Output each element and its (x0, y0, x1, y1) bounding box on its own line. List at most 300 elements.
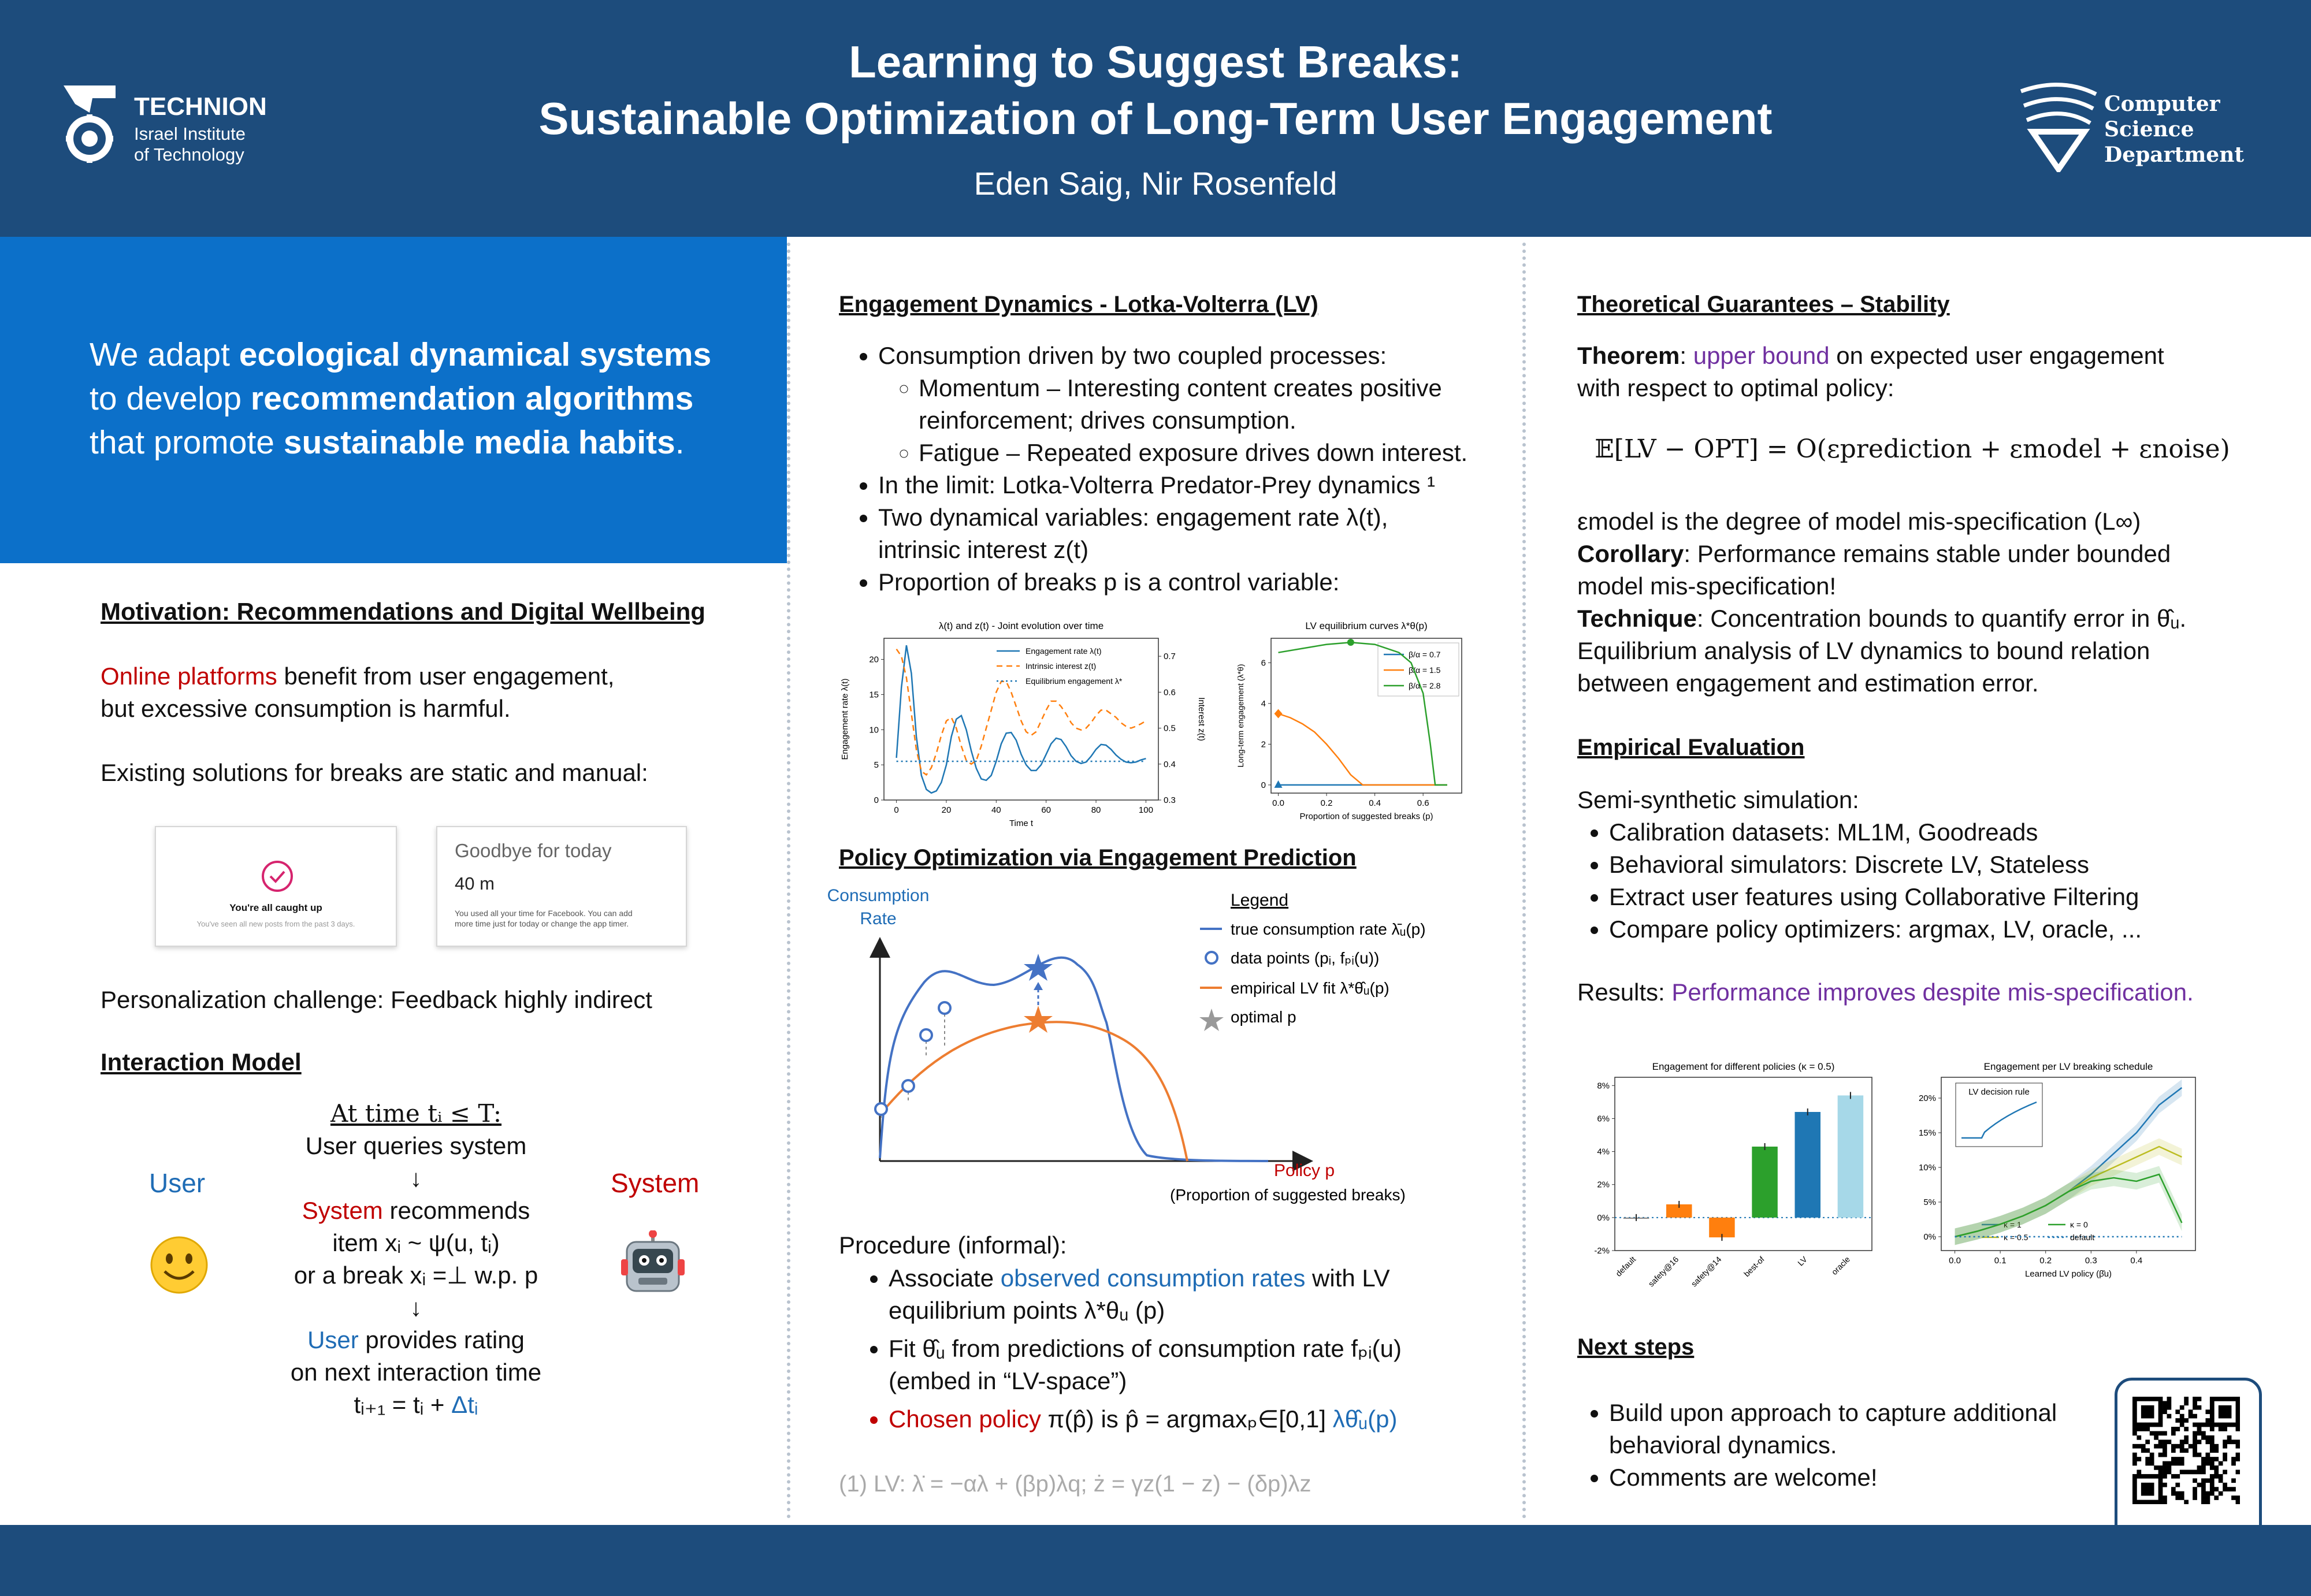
corollary-label: Corollary (1577, 540, 1684, 567)
legend-label: κ = 1 (2004, 1220, 2022, 1229)
empirical-intro: Semi-synthetic simulation: (1577, 786, 1859, 813)
next-step-text: behavioral dynamics. (1609, 1431, 1837, 1459)
qr-module (2210, 1491, 2215, 1496)
legend-label: κ = 0.5 (2004, 1233, 2028, 1242)
y2-tick-label: 0.5 (1164, 723, 1176, 734)
qr-module (2141, 1405, 2146, 1410)
qr-module (2150, 1431, 2154, 1436)
qr-code-icon[interactable] (2132, 1397, 2240, 1504)
qr-module (2193, 1495, 2197, 1500)
qr-module (2236, 1457, 2240, 1461)
caught-up-card (155, 826, 397, 947)
qr-module (2201, 1423, 2206, 1427)
qr-module (2201, 1435, 2206, 1440)
bound-equation: 𝔼[LV − OPT] = O(εprediction + εmodel + εnoise) (1595, 434, 2230, 464)
x-tick-label: 0.1 (1994, 1256, 2007, 1266)
qr-module (2145, 1414, 2150, 1419)
qr-module (2205, 1495, 2210, 1500)
remark-text: εmodel is the degree of model mis-specification (L∞) (1577, 508, 2141, 535)
chart-title: Engagement per LV breaking schedule (1983, 1061, 2153, 1072)
qr-module (2171, 1444, 2176, 1449)
intro-highlight: recommendation algorithms (250, 380, 694, 417)
y-tick-label: 0% (1597, 1212, 1610, 1223)
legend-label: default (2070, 1233, 2095, 1242)
institution-sub2: of Technology (134, 144, 244, 165)
qr-module (2210, 1423, 2215, 1427)
qr-module (2205, 1418, 2210, 1423)
y-tick-label: 2 (1261, 739, 1266, 750)
next-steps-heading: Next steps (1577, 1334, 1695, 1360)
cs-department-logo-icon (2015, 80, 2102, 172)
legend-fit: empirical LV fit λ*θ̂ᵤ(p) (1231, 979, 1389, 997)
empirical-heading: Empirical Evaluation (1577, 735, 1805, 760)
caught-up-subtitle: You've seen all new posts from the past 3 days. (196, 920, 355, 928)
qr-module (2210, 1397, 2215, 1401)
y-tick-label: 0 (874, 795, 879, 805)
chart-title: Engagement for different policies (κ = 0.5) (1652, 1061, 1835, 1072)
qr-module (2236, 1444, 2240, 1449)
qr-module (2236, 1409, 2240, 1414)
qr-module (2145, 1448, 2150, 1453)
qr-module (2193, 1487, 2197, 1491)
qr-module (2193, 1439, 2197, 1444)
qr-module (2163, 1500, 2167, 1504)
qr-module (2145, 1439, 2150, 1444)
qr-module (2180, 1414, 2184, 1419)
qr-module (2163, 1465, 2167, 1470)
qr-module (2180, 1469, 2184, 1474)
lv-equilibrium-chart (1231, 609, 1485, 829)
qr-module (2180, 1444, 2184, 1449)
y2-tick-label: 0.3 (1164, 795, 1176, 805)
qr-module (2214, 1495, 2219, 1500)
theorem-text (1577, 340, 2164, 404)
qr-module (2132, 1401, 2137, 1405)
dynamics-heading: Engagement Dynamics - Lotka-Volterra (LV) (839, 292, 1318, 317)
lv-time-evolution-chart (835, 609, 1210, 829)
qr-module (2236, 1439, 2240, 1444)
qr-module (2205, 1423, 2210, 1427)
dept-line3: Department (2104, 143, 2245, 167)
procedure-heading: Procedure (informal): (839, 1232, 1067, 1259)
authors: Eden Saig, Nir Rosenfeld (974, 165, 1337, 202)
x-axis-label: Proportion of suggested breaks (p) (1299, 812, 1433, 821)
qr-module (2236, 1495, 2240, 1500)
qr-module (2163, 1409, 2167, 1414)
empirical-bullets (1577, 816, 2271, 946)
qr-module (2141, 1427, 2146, 1431)
goodbye-card (436, 826, 687, 947)
qr-module (2231, 1487, 2236, 1491)
system-robot-icon (621, 1230, 685, 1300)
qr-module (2205, 1453, 2210, 1457)
qr-module (2210, 1483, 2215, 1487)
qr-module (2210, 1405, 2215, 1410)
bar (1752, 1147, 1778, 1218)
qr-module (2231, 1457, 2236, 1461)
category-label: safety@16 (1646, 1254, 1681, 1289)
technique-label: Technique (1577, 605, 1697, 632)
qr-module (2201, 1491, 2206, 1496)
y-tick-label: 8% (1597, 1081, 1610, 1091)
legend-data: data points (pᵢ, fₚᵢ(u)) (1231, 949, 1380, 967)
policies-bar-chart (1571, 1051, 1878, 1294)
qr-module (2223, 1439, 2227, 1444)
qr-module (2236, 1401, 2240, 1405)
qr-module (2132, 1495, 2137, 1500)
qr-module (2210, 1465, 2215, 1470)
qr-module (2205, 1457, 2210, 1461)
column-divider (1522, 243, 1526, 1519)
qr-module (2150, 1405, 2154, 1410)
legend-swatch (1206, 952, 1217, 963)
legend-star-icon (1199, 1009, 1224, 1031)
procedure-highlight: Chosen policy (889, 1405, 1041, 1433)
breaking-schedule-chart (1901, 1051, 2201, 1294)
qr-module (2227, 1414, 2232, 1419)
flow-step-rating (243, 1324, 589, 1356)
next-step-text: Build upon approach to capture additional (1609, 1399, 2057, 1426)
qr-module (2227, 1435, 2232, 1440)
goodbye-subtitle (455, 908, 633, 929)
flow-step-update (243, 1389, 589, 1421)
qr-module (2184, 1500, 2189, 1504)
qr-module (2150, 1500, 2154, 1504)
legend-true: true consumption rate λ̄ᵤ(p) (1231, 920, 1426, 938)
policy-heading: Policy Optimization via Engagement Prediction (839, 845, 1357, 870)
qr-module (2154, 1435, 2158, 1440)
qr-module (2158, 1423, 2163, 1427)
flow-step-next: on next interaction time (290, 1359, 542, 1386)
qr-module (2158, 1401, 2163, 1405)
qr-module (2205, 1491, 2210, 1496)
qr-module (2132, 1500, 2137, 1504)
lv-optimum-star-icon (1024, 1006, 1053, 1033)
qr-module (2201, 1431, 2206, 1436)
dynamics-subbullet-text: Momentum – Interesting content creates positive (919, 374, 1442, 401)
qr-module (2180, 1457, 2184, 1461)
qr-module (2158, 1439, 2163, 1444)
qr-module (2236, 1453, 2240, 1457)
y-axis-label: Long-term engagement (λ*θ) (1236, 664, 1245, 768)
qr-module (2141, 1487, 2146, 1491)
qr-module (2132, 1457, 2137, 1461)
flow-step-time: At time tᵢ ≤ T: (330, 1099, 502, 1128)
procedure-text: Fit θ̂ᵤ from predictions of consumption rate fₚᵢ(u) (889, 1335, 1402, 1362)
legend-label: Engagement rate λ(t) (1026, 646, 1102, 656)
qr-module (2193, 1478, 2197, 1483)
qr-module (2184, 1439, 2189, 1444)
y-tick-label: 20% (1918, 1093, 1936, 1103)
qr-module (2210, 1448, 2215, 1453)
qr-module (2184, 1427, 2189, 1431)
y-tick-label: 10% (1918, 1163, 1936, 1173)
qr-module (2154, 1474, 2158, 1479)
qr-module (2193, 1397, 2197, 1401)
qr-module (2193, 1431, 2197, 1436)
qr-module (2171, 1487, 2176, 1491)
qr-module (2236, 1500, 2240, 1504)
qr-module (2154, 1423, 2158, 1427)
flow-rating-text: provides rating (358, 1326, 525, 1353)
qr-module (2145, 1487, 2150, 1491)
qr-module (2223, 1487, 2227, 1491)
x-tick-label: 0.6 (1417, 798, 1429, 808)
qr-module (2167, 1397, 2172, 1401)
personalization-text: Personalization challenge: Feedback highly indirect (101, 986, 652, 1013)
qr-module (2154, 1397, 2158, 1401)
optimum-marker (1275, 709, 1283, 718)
qr-module (2141, 1483, 2146, 1487)
qr-module (2205, 1409, 2210, 1414)
user-smiley-icon (147, 1233, 211, 1297)
qr-module (2210, 1474, 2215, 1479)
qr-module (2210, 1427, 2215, 1431)
qr-module (2141, 1448, 2146, 1453)
qr-module (2214, 1487, 2219, 1491)
y2-axis-label: Interest z(t) (1197, 697, 1206, 741)
remark-text: Equilibrium analysis of LV dynamics to bound relation (1577, 637, 2150, 664)
qr-module (2167, 1465, 2172, 1470)
results-text (1577, 976, 2194, 1009)
qr-module (2184, 1448, 2189, 1453)
bar (1838, 1095, 1864, 1217)
qr-module (2180, 1461, 2184, 1466)
procedure-step (889, 1403, 1509, 1435)
qr-module (2154, 1431, 2158, 1436)
qr-module (2158, 1478, 2163, 1483)
qr-module (2175, 1418, 2180, 1423)
goodbye-title: Goodbye for today (455, 840, 612, 861)
legend-label: β/α = 0.7 (1409, 650, 1441, 659)
series-line (897, 645, 1146, 793)
qr-module (2163, 1439, 2167, 1444)
qr-module (2210, 1401, 2215, 1405)
qr-module (2223, 1444, 2227, 1449)
data-point (902, 1080, 914, 1092)
y2-tick-label: 0.6 (1164, 687, 1176, 698)
y-tick-label: 4% (1597, 1147, 1610, 1157)
qr-module (2201, 1478, 2206, 1483)
qr-module (2219, 1409, 2223, 1414)
qr-module (2158, 1418, 2163, 1423)
qr-module (2210, 1461, 2215, 1466)
x-tick-label: 0.4 (2130, 1256, 2143, 1266)
qr-module (2201, 1483, 2206, 1487)
motivation-text-part: benefit from user engagement, (277, 663, 615, 690)
category-label: best-of (1742, 1254, 1766, 1279)
qr-module (2137, 1474, 2141, 1479)
flow-system-word: System (302, 1197, 383, 1224)
qr-module (2231, 1478, 2236, 1483)
qr-module (2184, 1397, 2189, 1401)
qr-module (2158, 1444, 2163, 1449)
qr-module (2167, 1469, 2172, 1474)
theorem-text-part: : (1680, 342, 1693, 369)
motivation-highlight: Online platforms (101, 663, 277, 690)
legend-label: β/α = 1.5 (1409, 665, 1441, 675)
qr-module (2236, 1469, 2240, 1474)
qr-module (2219, 1414, 2223, 1419)
caught-up-title: You're all caught up (229, 902, 322, 913)
intro-highlight: ecological dynamical systems (239, 336, 712, 373)
procedure-step (889, 1333, 1509, 1397)
institution-name: TECHNION (134, 92, 267, 121)
qr-module (2158, 1469, 2163, 1474)
qr-module (2184, 1469, 2189, 1474)
y-tick-label: 6 (1261, 658, 1266, 668)
legend-title: Legend (1231, 891, 1289, 910)
qr-module (2223, 1405, 2227, 1410)
intro-text: . (675, 424, 685, 461)
category-label: oracle (1829, 1254, 1852, 1277)
qr-module (2231, 1397, 2236, 1401)
qr-module (2189, 1469, 2193, 1474)
qr-module (2205, 1478, 2210, 1483)
qr-module (2132, 1491, 2137, 1496)
category-label: LV (1796, 1254, 1809, 1268)
flow-update-text: tᵢ₊₁ = tᵢ + (354, 1391, 452, 1418)
qr-module (2214, 1474, 2219, 1479)
results-highlight: Performance improves despite mis-specification. (1671, 979, 2194, 1006)
policy-diagram (823, 884, 1517, 1207)
qr-module (2197, 1431, 2202, 1436)
qr-module (2210, 1457, 2215, 1461)
qr-module (2205, 1500, 2210, 1504)
qr-module (2132, 1444, 2137, 1449)
qr-module (2158, 1474, 2163, 1479)
qr-module (2193, 1448, 2197, 1453)
qr-module (2214, 1457, 2219, 1461)
qr-module (2231, 1495, 2236, 1500)
qr-module (2150, 1409, 2154, 1414)
policy-xlabel2: (Proportion of suggested breaks) (1170, 1186, 1406, 1204)
title-line1: Learning to Suggest Breaks: (849, 36, 1462, 87)
qr-module (2137, 1469, 2141, 1474)
qr-module (2197, 1483, 2202, 1487)
qr-module (2132, 1397, 2137, 1401)
qr-module (2193, 1414, 2197, 1419)
qr-module (2210, 1414, 2215, 1419)
qr-module (2171, 1474, 2176, 1479)
qr-module (2158, 1483, 2163, 1487)
qr-module (2223, 1483, 2227, 1487)
qr-module (2210, 1487, 2215, 1491)
qr-module (2132, 1474, 2137, 1479)
qr-module (2189, 1414, 2193, 1419)
qr-module (2137, 1423, 2141, 1427)
user-label: User (149, 1168, 206, 1198)
qr-module (2201, 1457, 2206, 1461)
qr-module (2205, 1439, 2210, 1444)
x-tick-label: 20 (941, 805, 952, 815)
qr-module (2150, 1453, 2154, 1457)
dynamics-subbullet-text: reinforcement; drives consumption. (919, 407, 1296, 434)
qr-module (2163, 1448, 2167, 1453)
qr-module (2141, 1444, 2146, 1449)
x-tick-label: 40 (991, 805, 1001, 815)
qr-module (2145, 1474, 2150, 1479)
results-label: Results: (1577, 979, 1672, 1006)
qr-module (2145, 1409, 2150, 1414)
institution-sub1: Israel Institute (134, 124, 246, 144)
qr-module (2223, 1427, 2227, 1431)
flow-arrow: ↓ (410, 1294, 422, 1321)
qr-module (2171, 1457, 2176, 1461)
title-line2: Sustainable Optimization of Long-Term User Engagement (538, 93, 1773, 144)
qr-module (2180, 1491, 2184, 1496)
qr-module (2167, 1461, 2172, 1466)
remark-text: : Performance remains stable under bounded (1684, 540, 2171, 567)
x-tick-label: 0.3 (2085, 1256, 2097, 1266)
qr-module (2163, 1453, 2167, 1457)
qr-module (2193, 1405, 2197, 1410)
qr-module (2145, 1397, 2150, 1401)
y2-tick-label: 0.7 (1164, 652, 1176, 662)
qr-module (2163, 1401, 2167, 1405)
qr-module (2137, 1500, 2141, 1504)
empirical-bullet: • Extract user features using Collaborative Filtering (1609, 881, 2271, 913)
y-tick-label: 5% (1923, 1197, 1936, 1207)
qr-module (2223, 1469, 2227, 1474)
qr-module (2150, 1423, 2154, 1427)
y-tick-label: 2% (1597, 1180, 1610, 1190)
x-tick-label: 0.4 (1369, 798, 1381, 808)
procedure-highlight: observed consumption rates (1000, 1264, 1306, 1292)
qr-module (2158, 1431, 2163, 1436)
series-line (1279, 714, 1447, 785)
qr-module (2193, 1423, 2197, 1427)
qr-module (2197, 1405, 2202, 1410)
qr-module (2223, 1453, 2227, 1457)
qr-module (2180, 1405, 2184, 1410)
qr-module (2197, 1465, 2202, 1470)
qr-module (2145, 1500, 2150, 1504)
dynamics-bullet-text: intrinsic interest z(t) (878, 536, 1089, 563)
qr-module (2227, 1439, 2232, 1444)
policy-xlabel1: Policy p (1274, 1160, 1335, 1180)
empirical-bullet: • Behavioral simulators: Discrete LV, Stateless (1609, 849, 2271, 881)
static-solutions-text: Existing solutions for breaks are static and manual: (101, 759, 648, 786)
qr-module (2175, 1474, 2180, 1479)
qr-module (2158, 1487, 2163, 1491)
qr-module (2184, 1435, 2189, 1440)
qr-module (2154, 1465, 2158, 1470)
flow-arrow: ↓ (410, 1165, 422, 1192)
qr-module (2193, 1469, 2197, 1474)
qr-module (2197, 1427, 2202, 1431)
qr-module (2137, 1444, 2141, 1449)
qr-module (2150, 1487, 2154, 1491)
qr-module (2171, 1427, 2176, 1431)
qr-module (2210, 1444, 2215, 1449)
intro-highlight: sustainable media habits (283, 424, 675, 461)
x-tick-label: 100 (1138, 805, 1153, 815)
y-axis-label: Engagement rate λ(t) (840, 678, 850, 760)
dynamics-bullet (878, 501, 1509, 566)
theorem-label: Theorem (1577, 342, 1680, 369)
dynamics-bullet: • In the limit: Lotka-Volterra Predator-Prey dynamics ¹ (878, 469, 1509, 501)
qr-module (2163, 1474, 2167, 1479)
qr-module (2163, 1405, 2167, 1410)
dynamics-subbullet: ◦ Fatigue – Repeated exposure drives down interest. (919, 437, 1509, 469)
category-label: safety@14 (1689, 1254, 1723, 1289)
x-axis-label: Time t (1009, 819, 1034, 828)
qr-module (2175, 1495, 2180, 1500)
flow-step-recommend (243, 1195, 589, 1227)
qr-module (2132, 1418, 2137, 1423)
qr-module (2201, 1487, 2206, 1491)
